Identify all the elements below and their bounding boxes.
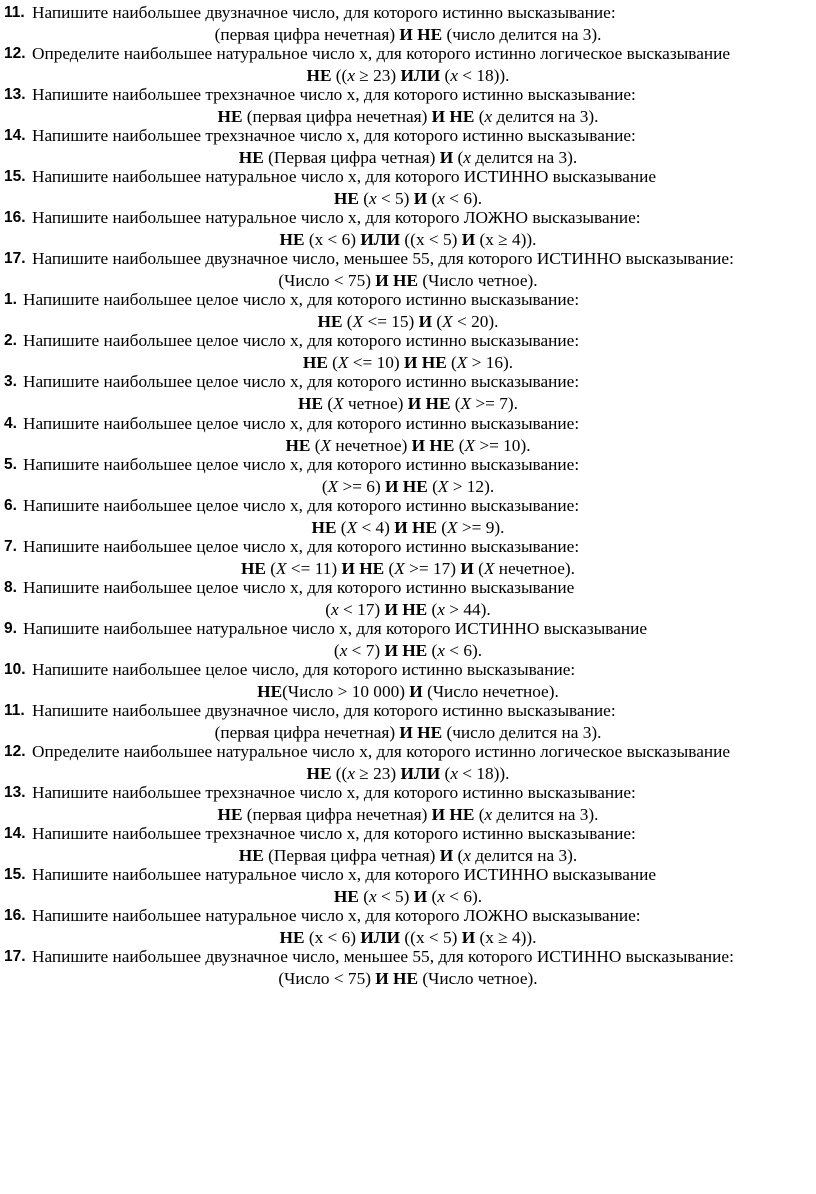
problem-question: Напишите наибольшее двузначное число, для которого истинно высказывание: xyxy=(32,3,616,22)
problem-number: 7. xyxy=(4,537,17,555)
condition-text: ( xyxy=(453,846,464,865)
condition-text: < 18)). xyxy=(457,763,510,783)
problem-item xyxy=(0,125,816,169)
logic-operator: НЕ xyxy=(311,517,337,537)
condition-text: < 6). xyxy=(444,640,483,660)
condition-text: >= 10). xyxy=(475,435,531,455)
problem-item xyxy=(0,289,816,333)
problem-number: 12. xyxy=(4,742,26,760)
problem-question: Напишите наибольшее целое число x, для которого истинно высказывание: xyxy=(23,331,580,351)
condition-text: ( xyxy=(358,189,369,209)
problem-condition xyxy=(0,968,816,990)
logic-operator: И НЕ xyxy=(375,969,419,989)
condition-text: делится на 3). xyxy=(492,804,599,824)
logic-operator: НЕ xyxy=(333,887,359,907)
condition-text: ≥ 23) xyxy=(354,66,401,86)
condition-text: ( xyxy=(446,353,457,373)
problem-item xyxy=(0,700,816,744)
logic-operator: И НЕ xyxy=(384,599,428,619)
problem-number: 14. xyxy=(4,825,26,842)
logic-operator: НЕ xyxy=(257,681,283,701)
logic-operator: И НЕ xyxy=(394,517,437,537)
condition-text: ( xyxy=(440,66,451,86)
problem-question-line xyxy=(0,700,816,722)
condition-text: ((x < 5) xyxy=(400,928,462,948)
condition-text: (Число нечетное). xyxy=(422,681,559,701)
problem-number: 13. xyxy=(4,86,26,104)
condition-text: (x < 6) xyxy=(304,928,361,948)
condition-text: (Число < 75) xyxy=(278,969,376,989)
problem-number: 17. xyxy=(4,948,26,966)
problem-question-line xyxy=(0,43,816,65)
condition-text: (x ≥ 4)). xyxy=(475,230,537,250)
problem-number: 15. xyxy=(4,168,26,186)
logic-operator: ИЛИ xyxy=(360,230,401,250)
condition-text: ( xyxy=(427,599,438,619)
problem-question-line xyxy=(0,166,816,188)
variable: x xyxy=(437,189,445,209)
condition-text: < 5) xyxy=(376,887,414,907)
variable: x xyxy=(484,107,493,127)
problem-item xyxy=(0,495,816,539)
condition-text: (Число четное). xyxy=(418,271,538,291)
problem-item xyxy=(0,207,816,251)
problem-item xyxy=(0,946,816,990)
logic-operator: НЕ xyxy=(302,353,328,373)
condition-text: ( xyxy=(440,763,451,783)
logic-operator: И НЕ xyxy=(403,353,447,373)
variable: X xyxy=(276,558,287,578)
condition-text: (Первая цифра четная) xyxy=(263,846,440,865)
condition-text: (число делится на 3). xyxy=(442,25,602,44)
logic-operator: НЕ xyxy=(279,928,305,948)
variable: X xyxy=(333,394,344,414)
logic-operator: И xyxy=(439,846,454,865)
variable: x xyxy=(331,599,339,619)
problem-number: 8. xyxy=(4,578,17,596)
condition-text: >= 6) xyxy=(338,476,386,496)
problem-question: Напишите наибольшее натуральное число x, для которого ИСТИННО высказывание xyxy=(23,618,648,638)
problem-question: Напишите наибольшее трехзначное число x, для которого истинно высказывание: xyxy=(32,824,636,843)
problem-question-line xyxy=(0,84,816,106)
problem-item xyxy=(0,823,816,867)
condition-text: (число делится на 3). xyxy=(442,722,602,742)
condition-text: (Первая цифра четная) xyxy=(263,148,440,168)
problem-number: 4. xyxy=(4,414,17,432)
problem-question: Напишите наибольшее целое число x, для которого истинно высказывание: xyxy=(23,454,580,474)
problem-question-line xyxy=(0,2,816,24)
logic-operator: И НЕ xyxy=(399,722,443,742)
problem-item xyxy=(0,413,816,457)
condition-text: четное) xyxy=(343,394,408,414)
condition-text: ( xyxy=(450,394,461,414)
condition-text: < 4) xyxy=(357,517,395,537)
problem-number: 6. xyxy=(4,496,17,514)
problem-item xyxy=(0,330,816,374)
condition-text: >= 17) xyxy=(404,558,461,578)
condition-text: делится на 3). xyxy=(470,148,578,168)
condition-text: ( xyxy=(327,353,338,373)
problem-number: 9. xyxy=(4,619,17,637)
condition-text: делится на 3). xyxy=(470,846,578,865)
logic-operator: И НЕ xyxy=(385,476,428,496)
variable: X xyxy=(394,558,405,578)
problem-number: 15. xyxy=(4,866,26,884)
logic-operator: НЕ xyxy=(298,394,323,414)
variable: x xyxy=(347,763,355,783)
condition-text: делится на 3). xyxy=(492,107,599,127)
condition-text: < 20). xyxy=(452,312,499,332)
problem-item xyxy=(0,577,816,621)
variable: X xyxy=(483,558,495,578)
problem-number: 16. xyxy=(4,907,26,925)
logic-operator: И xyxy=(418,312,433,332)
condition-text: нечетное). xyxy=(494,558,575,578)
variable: X xyxy=(327,476,339,496)
condition-text: нечетное) xyxy=(331,435,412,455)
logic-operator: НЕ xyxy=(317,312,343,332)
logic-operator: И НЕ xyxy=(384,640,428,660)
problem-number: 3. xyxy=(4,373,17,391)
logic-operator: И xyxy=(413,189,428,209)
problem-question-line xyxy=(0,659,816,681)
logic-operator: И НЕ xyxy=(407,394,451,414)
variable: x xyxy=(450,66,458,86)
condition-text: ( xyxy=(432,312,443,332)
condition-text: > 16). xyxy=(467,353,514,373)
variable: x xyxy=(437,599,445,619)
variable: X xyxy=(352,312,364,332)
problem-number: 2. xyxy=(4,332,17,350)
problem-question: Напишите наибольшее натуральное число x, для которого ЛОЖНО высказывание: xyxy=(32,906,641,926)
problem-item xyxy=(0,166,816,210)
problem-question-line xyxy=(0,905,816,927)
condition-text: (x < 6) xyxy=(304,230,361,250)
variable: X xyxy=(320,435,332,455)
condition-text: (первая цифра нечетная) xyxy=(214,25,400,44)
problem-item xyxy=(0,741,816,785)
problem-question-line xyxy=(0,823,816,845)
condition-text: > 12). xyxy=(448,476,495,496)
condition-text: >= 7). xyxy=(471,394,518,414)
variable: x xyxy=(339,640,348,660)
condition-text: (первая цифра нечетная) xyxy=(214,722,400,742)
logic-operator: И xyxy=(461,230,476,250)
condition-text: ( xyxy=(427,476,438,496)
logic-operator: И НЕ xyxy=(431,804,475,824)
problem-item xyxy=(0,618,816,662)
problem-number: 12. xyxy=(4,45,26,63)
problem-question: Напишите наибольшее целое число x, для которого истинно высказывание: xyxy=(23,290,580,310)
variable: X xyxy=(442,312,453,332)
condition-text: ( xyxy=(473,558,484,578)
problem-question: Напишите наибольшее натуральное число x, для которого ИСТИННО высказывание xyxy=(32,865,657,885)
problem-question-line xyxy=(0,413,816,435)
logic-operator: И xyxy=(409,681,423,701)
logic-operator: НЕ xyxy=(306,66,332,86)
condition-text: ( xyxy=(265,558,277,578)
problem-number: 14. xyxy=(4,127,26,145)
logic-operator: ИЛИ xyxy=(360,928,401,948)
condition-text: >= 9). xyxy=(457,517,505,537)
condition-text: ( xyxy=(310,435,321,455)
problem-item xyxy=(0,2,816,46)
variable: X xyxy=(337,353,349,373)
variable: x xyxy=(463,148,471,168)
condition-text: ( xyxy=(427,640,438,660)
problem-question: Определите наибольшее натуральное число x, для которого истинно логическое высказывание xyxy=(32,44,731,64)
problem-question: Напишите наибольшее целое число x, для которого истинно высказывание: xyxy=(23,413,580,433)
problem-number: 16. xyxy=(4,209,26,227)
problem-item xyxy=(0,905,816,949)
condition-text: ( xyxy=(474,107,485,127)
variable: x xyxy=(437,887,445,907)
variable: x xyxy=(437,640,445,660)
problem-item xyxy=(0,864,816,908)
logic-operator: И xyxy=(461,928,476,948)
condition-text: ( xyxy=(321,476,328,496)
condition-text: ≥ 23) xyxy=(354,763,401,783)
problem-question: Напишите наибольшее двузначное число, меньшее 55, для которого ИСТИННО высказывание: xyxy=(32,249,734,269)
condition-text: (первая цифра нечетная) xyxy=(242,804,432,824)
logic-operator: И xyxy=(439,148,454,168)
problem-question-line xyxy=(0,248,816,270)
variable: X xyxy=(437,476,449,496)
variable: x xyxy=(484,804,493,824)
condition-text: < 6). xyxy=(444,887,483,907)
condition-text: ( xyxy=(427,189,438,209)
condition-text: (первая цифра нечетная) xyxy=(242,107,432,127)
condition-text: (( xyxy=(331,763,348,783)
variable: x xyxy=(463,846,471,865)
problem-question-line xyxy=(0,536,816,558)
problem-item xyxy=(0,248,816,292)
condition-text: (Число четное). xyxy=(418,969,538,989)
problem-question-line xyxy=(0,125,816,147)
problem-question: Напишите наибольшее двузначное число, меньшее 55, для которого ИСТИННО высказывание: xyxy=(32,947,734,967)
condition-text: ( xyxy=(336,517,347,537)
logic-operator: ИЛИ xyxy=(400,66,441,86)
condition-text: ( xyxy=(325,599,332,619)
logic-operator: И НЕ xyxy=(431,107,475,127)
problem-item xyxy=(0,43,816,87)
logic-operator: НЕ xyxy=(285,435,311,455)
problem-question: Напишите наибольшее целое число x, для которого истинно высказывание xyxy=(23,577,575,597)
condition-text: (Число < 75) xyxy=(278,271,376,291)
variable: x xyxy=(368,887,377,907)
problem-question-line xyxy=(0,330,816,352)
logic-operator: И НЕ xyxy=(341,558,385,578)
logic-operator: И xyxy=(413,887,428,907)
condition-text: < 7) xyxy=(347,640,385,660)
logic-operator: И НЕ xyxy=(375,271,419,291)
problem-question-line xyxy=(0,289,816,311)
problem-number: 11. xyxy=(4,701,25,719)
problem-question-line xyxy=(0,207,816,229)
condition-text: < 5) xyxy=(376,189,414,209)
problem-question: Напишите наибольшее двузначное число, для которого истинно высказывание: xyxy=(32,700,616,720)
problem-question: Напишите наибольшее целое число x, для которого истинно высказывание: xyxy=(23,495,580,515)
problem-item xyxy=(0,84,816,128)
logic-operator: НЕ xyxy=(306,763,332,783)
problem-item xyxy=(0,659,816,703)
problem-question: Напишите наибольшее целое число x, для которого истинно высказывание: xyxy=(23,372,580,392)
logic-operator: И xyxy=(460,558,474,578)
problem-question-line xyxy=(0,946,816,968)
condition-text: ( xyxy=(333,640,340,660)
condition-text: ((x < 5) xyxy=(400,230,462,250)
problem-number: 1. xyxy=(4,291,17,309)
variable: X xyxy=(460,394,472,414)
problem-question-line xyxy=(0,577,816,599)
condition-text: <= 11) xyxy=(286,558,342,578)
condition-text: < 17) xyxy=(338,599,385,619)
problem-number: 11. xyxy=(4,4,25,21)
variable: x xyxy=(450,763,458,783)
problem-question: Напишите наибольшее натуральное число x, для которого ИСТИННО высказывание xyxy=(32,167,657,187)
logic-operator: НЕ xyxy=(238,846,264,865)
condition-text: (( xyxy=(331,66,348,86)
problem-question-line xyxy=(0,454,816,476)
condition-text: ( xyxy=(474,804,485,824)
problem-question-line xyxy=(0,495,816,517)
logic-operator: НЕ xyxy=(240,558,266,578)
problem-question: Определите наибольшее натуральное число x, для которого истинно логическое высказывание xyxy=(32,741,731,761)
problem-item xyxy=(0,782,816,826)
condition-text: (x ≥ 4)). xyxy=(475,928,537,948)
condition-text: ( xyxy=(323,394,334,414)
problem-question: Напишите наибольшее целое число x, для которого истинно высказывание: xyxy=(23,536,580,556)
logic-operator: И НЕ xyxy=(411,435,455,455)
condition-text: ( xyxy=(358,887,369,907)
logic-operator: НЕ xyxy=(217,804,243,824)
problem-item xyxy=(0,536,816,580)
problem-question: Напишите наибольшее трехзначное число x, для которого истинно высказывание: xyxy=(32,126,636,146)
condition-text: ( xyxy=(454,435,465,455)
problem-question: Напишите наибольшее целое число, для которого истинно высказывание: xyxy=(32,659,576,679)
logic-operator: ИЛИ xyxy=(400,763,441,783)
condition-text: ( xyxy=(384,558,395,578)
condition-text: ( xyxy=(436,517,448,537)
logic-operator: НЕ xyxy=(279,230,305,250)
problem-question: Напишите наибольшее трехзначное число x, для которого истинно высказывание: xyxy=(32,85,636,105)
problem-question-line xyxy=(0,782,816,804)
condition-text: <= 15) xyxy=(363,312,419,332)
condition-text: > 44). xyxy=(444,599,491,619)
condition-text: < 6). xyxy=(444,189,483,209)
problem-question-line xyxy=(0,741,816,763)
logic-operator: НЕ xyxy=(217,107,243,127)
problem-question-line xyxy=(0,864,816,886)
problem-number: 5. xyxy=(4,455,17,473)
variable: X xyxy=(464,435,476,455)
problem-question-line xyxy=(0,371,816,393)
problem-item xyxy=(0,454,816,498)
problem-number: 13. xyxy=(4,783,26,801)
condition-text: ( xyxy=(453,148,464,168)
condition-text: (Число > 10 000) xyxy=(282,681,410,701)
condition-text: ( xyxy=(342,312,353,332)
problem-item xyxy=(0,371,816,415)
variable: X xyxy=(456,353,468,373)
variable: X xyxy=(346,517,358,537)
problem-question: Напишите наибольшее натуральное число x, для которого ЛОЖНО высказывание: xyxy=(32,208,641,228)
condition-text: < 18)). xyxy=(457,66,510,86)
logic-operator: И НЕ xyxy=(399,25,443,44)
problem-number: 17. xyxy=(4,250,26,268)
problem-question-line xyxy=(0,618,816,640)
variable: X xyxy=(447,517,458,537)
problem-question: Напишите наибольшее трехзначное число x, для которого истинно высказывание: xyxy=(32,782,636,802)
variable: x xyxy=(347,66,355,86)
condition-text: <= 10) xyxy=(348,353,404,373)
problem-number: 10. xyxy=(4,660,26,678)
logic-operator: НЕ xyxy=(238,148,264,168)
logic-operator: НЕ xyxy=(333,189,359,209)
variable: x xyxy=(368,189,377,209)
condition-text: ( xyxy=(427,887,438,907)
